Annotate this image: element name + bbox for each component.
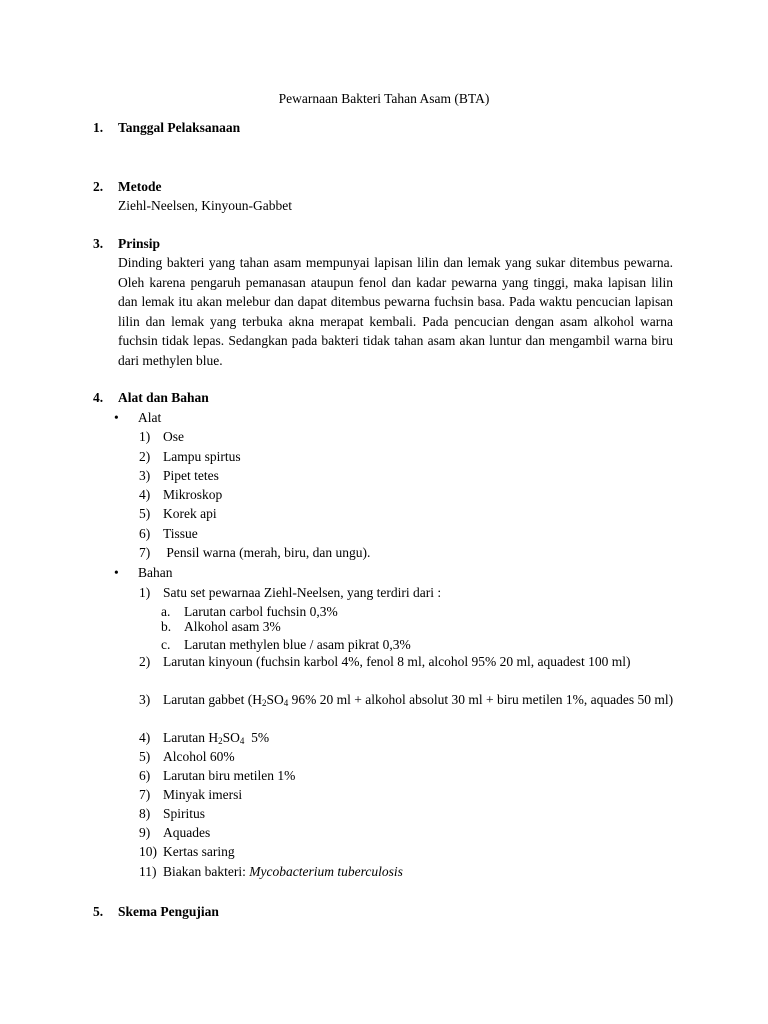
list-item: 3) Pipet tetes	[139, 468, 219, 483]
document-title: Pewarnaan Bakteri Tahan Asam (BTA)	[278, 91, 490, 106]
list-item: 2) Lampu spirtus	[139, 449, 241, 464]
list-item: 5) Korek api	[139, 506, 217, 521]
list-item: 5) Alcohol 60%	[139, 749, 235, 764]
section-number: 4.	[93, 390, 104, 405]
list-item: 1) Ose	[139, 429, 184, 444]
bullet-icon: •	[114, 410, 119, 425]
section-heading: Tanggal Pelaksanaan	[118, 120, 241, 135]
section-heading: Skema Pengujian	[118, 904, 219, 919]
bullet-alat	[93, 408, 683, 427]
sub-list-item: a. Larutan carbol fuchsin 0,3%	[161, 604, 338, 619]
list-item: 2) Larutan kinyoun (fuchsin karbol 4%, fenol 8 ml, alcohol 95% 20 ml, aquadest 100 ml)	[139, 654, 631, 669]
list-item: 6) Larutan biru metilen 1%	[139, 768, 296, 783]
bullet-label: Alat	[138, 410, 162, 425]
list-item: 10) Kertas saring	[139, 844, 235, 859]
prinsip-paragraph: Dinding bakteri yang tahan asam mempunyai lapisan lilin dan lemak yang sukar ditembus pewarna. Oleh karena pengaruh pemanasan ataupun fenol dan kadar pewarna yang tinggi, maka lapisan lilin dan lemak itu akan melebur dan dapat ditembus pewarna fuchsin basa. Pada waktu pencucian lapisan lilin dan lemak yang terbuka akna merapat kembali. Pada pencucian dengan asam alkohol warna fuchsin tidak lepas. Sedangkan pada bakteri tidak tahan asam akan luntur dan mengambil warna biru dari methylen blue.	[118, 255, 673, 368]
sub-list-item: c. Larutan methylen blue / asam pikrat 0,3%	[161, 637, 411, 652]
bullet-bahan	[93, 563, 683, 582]
section-heading: Metode	[118, 179, 162, 194]
bullet-label: Bahan	[138, 565, 173, 580]
list-item: 9) Aquades	[139, 825, 211, 840]
list-item: 6) Tissue	[139, 526, 198, 541]
list-item: 11) Biakan bakteri: Mycobacterium tuberculosis	[139, 864, 403, 879]
list-item: 4) Mikroskop	[139, 487, 223, 502]
list-item: 7) Minyak imersi	[139, 787, 243, 802]
list-item: 7) Pensil warna (merah, biru, dan ungu).	[139, 545, 371, 560]
section-number: 1.	[93, 120, 104, 135]
metode-text: Ziehl-Neelsen, Kinyoun-Gabbet	[118, 198, 292, 213]
species-name: Mycobacterium tuberculosis	[249, 864, 403, 879]
list-item: 8) Spiritus	[139, 806, 206, 821]
section-heading: Alat dan Bahan	[118, 390, 209, 405]
section-number: 3.	[93, 236, 104, 251]
list-item: 4) Larutan $H_2SO_4$ 5%	[139, 730, 270, 746]
list-item: 1) Satu set pewarnaa Ziehl-Neelsen, yang terdiri dari :	[139, 585, 442, 600]
section-number: 2.	[93, 179, 104, 194]
section-number: 5.	[93, 904, 104, 919]
sub-list-item: b. Alkohol asam 3%	[161, 619, 281, 634]
section-heading: Prinsip	[118, 236, 161, 251]
list-item: 3) Larutan gabbet ($H_2SO_4$ 96% 20 ml + alkohol absolut 30 ml + biru metilen 1%, aquades 50 ml)	[139, 692, 674, 708]
bullet-icon: •	[114, 565, 119, 580]
